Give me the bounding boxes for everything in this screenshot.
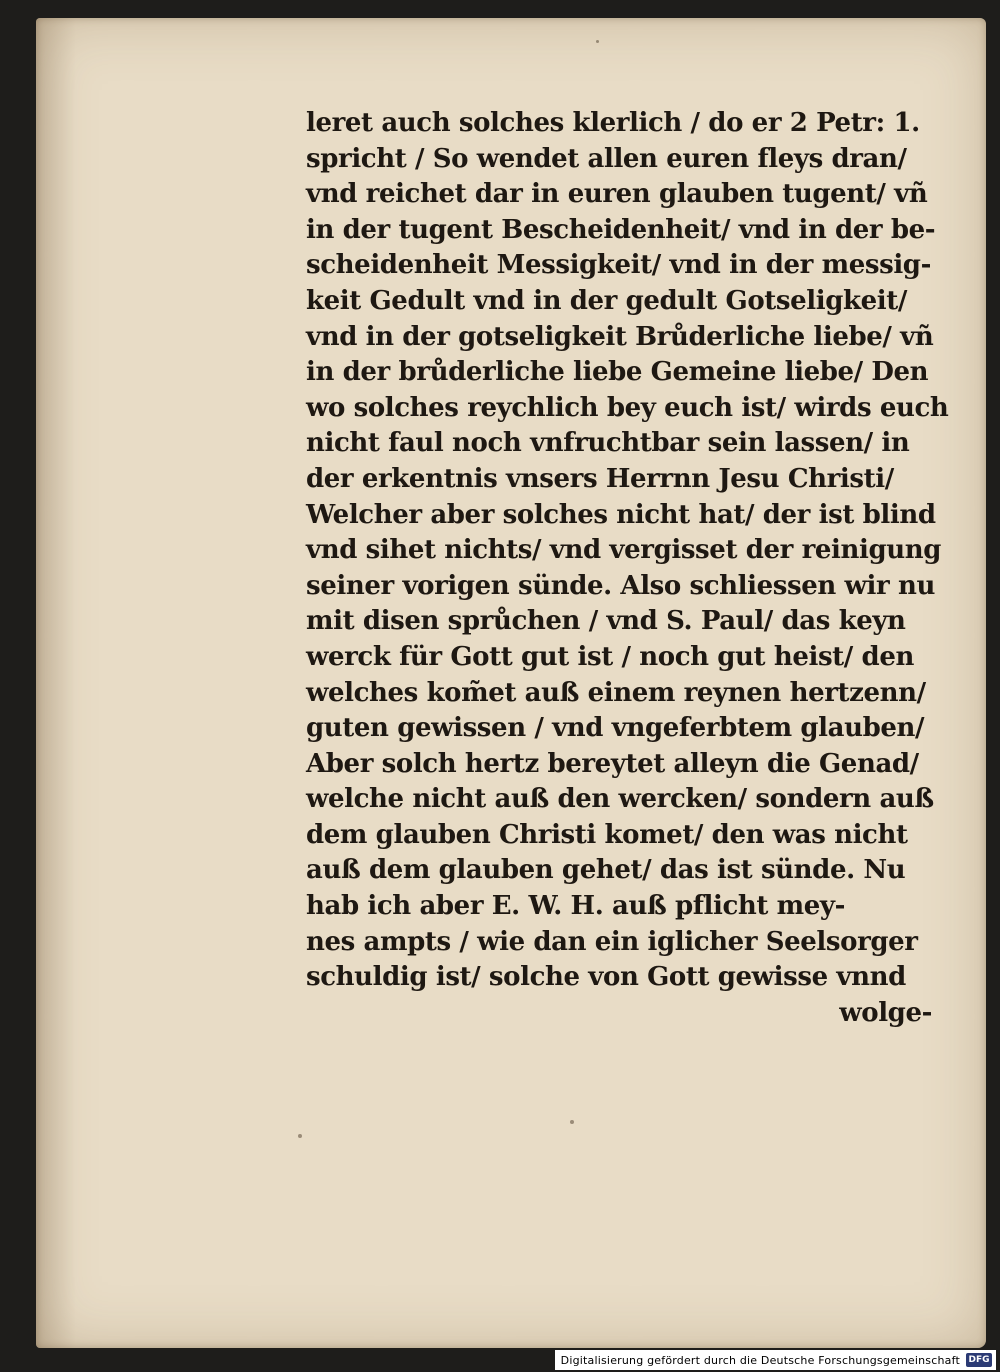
text-line: schuldig ist/ solche von Gott gewisse vnnd [306, 962, 906, 993]
text-line: in der tugent Bescheidenheit/ vnd in der be- [306, 214, 936, 245]
text-line: in der brůderliche liebe Gemeine liebe/ Den [306, 357, 929, 388]
text-line: leret auch solches klerlich / do er 2 Petr: 1. [306, 108, 920, 138]
text-line: mit disen sprůchen / vnd S. Paul/ das keyn [306, 606, 906, 637]
text-line: keit Gedult vnd in der gedult Gotseligkeit/ [306, 285, 907, 316]
paper-speck [596, 40, 599, 43]
catchword: wolge- [839, 997, 932, 1028]
text-line: seiner vorigen sünde. Also schliessen wir nu [306, 570, 935, 601]
text-line: auß dem glauben gehet/ das ist sünde. Nu [306, 855, 906, 886]
text-line: werck für Gott gut ist / noch gut heist/ den [306, 641, 914, 672]
text-line: dem glauben Christi komet/ den was nicht [306, 819, 908, 850]
text-line: scheidenheit Messigkeit/ vnd in der messig- [306, 250, 931, 281]
text-line: Welcher aber solches nicht hat/ der ist blind [306, 499, 936, 530]
digitization-credit [555, 1350, 996, 1370]
text-line: welches kom̃et auß einem reynen hertzenn/ [306, 677, 926, 708]
text-line: vnd reichet dar in euren glauben tugent/ vñ [306, 179, 928, 210]
credit-text: Digitalisierung gefördert durch die Deutsche Forschungsgemeinschaft [560, 1353, 960, 1367]
paper-speck [298, 1134, 302, 1138]
text-line: der erkentnis vnsers Herrnn Jesu Christi/ [306, 463, 894, 494]
text-line: wo solches reychlich bey euch ist/ wirds euch [306, 392, 949, 423]
book-page [36, 18, 986, 1348]
paper-speck [570, 1120, 574, 1124]
dfg-logo-icon: DFG [966, 1353, 992, 1367]
text-line: vnd sihet nichts/ vnd vergisset der reinigung [306, 535, 942, 566]
text-line: Aber solch hertz bereytet alleyn die Genad/ [306, 748, 919, 779]
text-line: vnd in der gotseligkeit Brůderliche liebe/ vñ [306, 321, 934, 352]
text-line: guten gewissen / vnd vngeferbtem glauben/ [306, 713, 925, 744]
text-line: nicht faul noch vnfruchtbar sein lassen/ in [306, 428, 910, 459]
text-line: hab ich aber E. W. H. auß pflicht mey- [306, 891, 846, 922]
page-text [306, 106, 949, 1031]
text-line: nes ampts / wie dan ein iglicher Seelsorger [306, 926, 918, 957]
text-line: welche nicht auß den wercken/ sondern auß [306, 784, 934, 815]
text-line: spricht / So wendet allen euren fleys dran/ [306, 143, 907, 174]
